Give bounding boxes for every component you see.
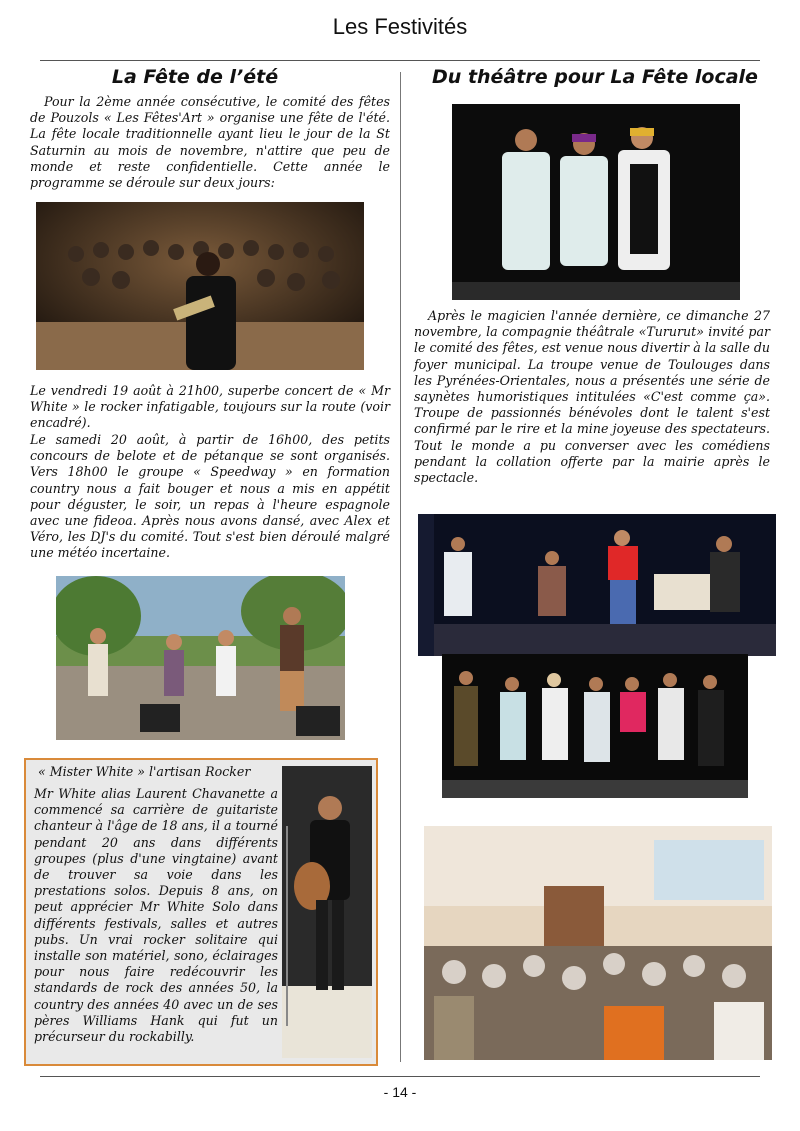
stage-scene-photo xyxy=(418,514,776,656)
left-friday-text: Le vendredi 19 août à 21h00, superbe concert de « Mr White » le rocker infatigable, toujours sur la route (voir encadré). xyxy=(30,383,390,431)
right-heading: Du théâtre pour La Fête locale xyxy=(432,66,758,88)
footer-rule xyxy=(40,1076,760,1077)
right-text: Après le magicien l'année dernière, ce dimanche 27 novembre, la compagnie théâtrale «Tururut» invité par le comité des fêtes, est venue nous divertir à la salle du foyer municipal. La troupe venue de Toulouges dans les Pyrénées-Orientales, nous a présentés une série de saynètes humoristiques intitulées «C'est comme ça». Troupe de passionnés bénévoles dont le talent s'est confirmé par le rire et la mine joyeuse des spectateurs. Tout le monde a pu converser avec les comédiens pendant la collation offerte par la mairie après le spectacle. xyxy=(414,308,770,486)
actors-three-photo xyxy=(452,104,740,300)
box-title: « Mister White » l'artisan Rocker xyxy=(38,764,251,779)
box-text: Mr White alias Laurent Chavanette a commencé sa carrière de guitariste chanteur à l'âge de 18 ans, il a tourné pendant 20 ans dans différents groupes (plus d'une vingtaine) avant de trouver sa voie dans les prestations solos. Depuis 8 ans, on peut apprécier Mr White Solo dans différents festivals, salles et autres pubs. Un vrai rocker solitaire qui installe son matériel, sono, éclairages pour nous faire redécouvrir les standards de rock des années 50, la country des années 40 avec un de ses pères Williams Hank qui fut un précurseur du rockabilly. xyxy=(34,786,278,1045)
mr-white-photo xyxy=(282,766,372,1058)
left-intro: Pour la 2ème année consécutive, le comité des fêtes de Pouzols « Les Fêtes'Art » organise une fête de l'été. La fête locale traditionnelle ayant lieu le jour de la St Saturnin au mois de novembre, n'attire que peu de monde et reste confidentielle. Cette année le programme se déroule sur deux jours: xyxy=(30,94,390,191)
concert-photo xyxy=(36,202,364,370)
column-divider xyxy=(400,72,401,1062)
left-saturday-text: Le samedi 20 août, à partir de 16h00, des petits concours de belote et de pétanque se sont organisés. Vers 18h00 le groupe « Speedway » en formation country nous a fait bouger et nous a mis en appétit pour déguster, le soir, un repas à l'heure espagnole avec une fideoa. Après nous avons dansé, avec Alex et Véro, les DJ's du comité. Tout s'est bien déroulé malgré une météo incertaine. xyxy=(30,432,390,561)
left-heading: La Fête de l’été xyxy=(111,66,279,88)
page-number: - 14 - xyxy=(383,1084,417,1100)
reception-photo xyxy=(424,826,772,1060)
cast-bow-photo xyxy=(442,654,748,798)
header-rule xyxy=(40,60,760,61)
page-title: Les Festivités xyxy=(332,14,468,39)
country-band-photo xyxy=(56,576,345,740)
mister-white-box xyxy=(24,758,378,1066)
